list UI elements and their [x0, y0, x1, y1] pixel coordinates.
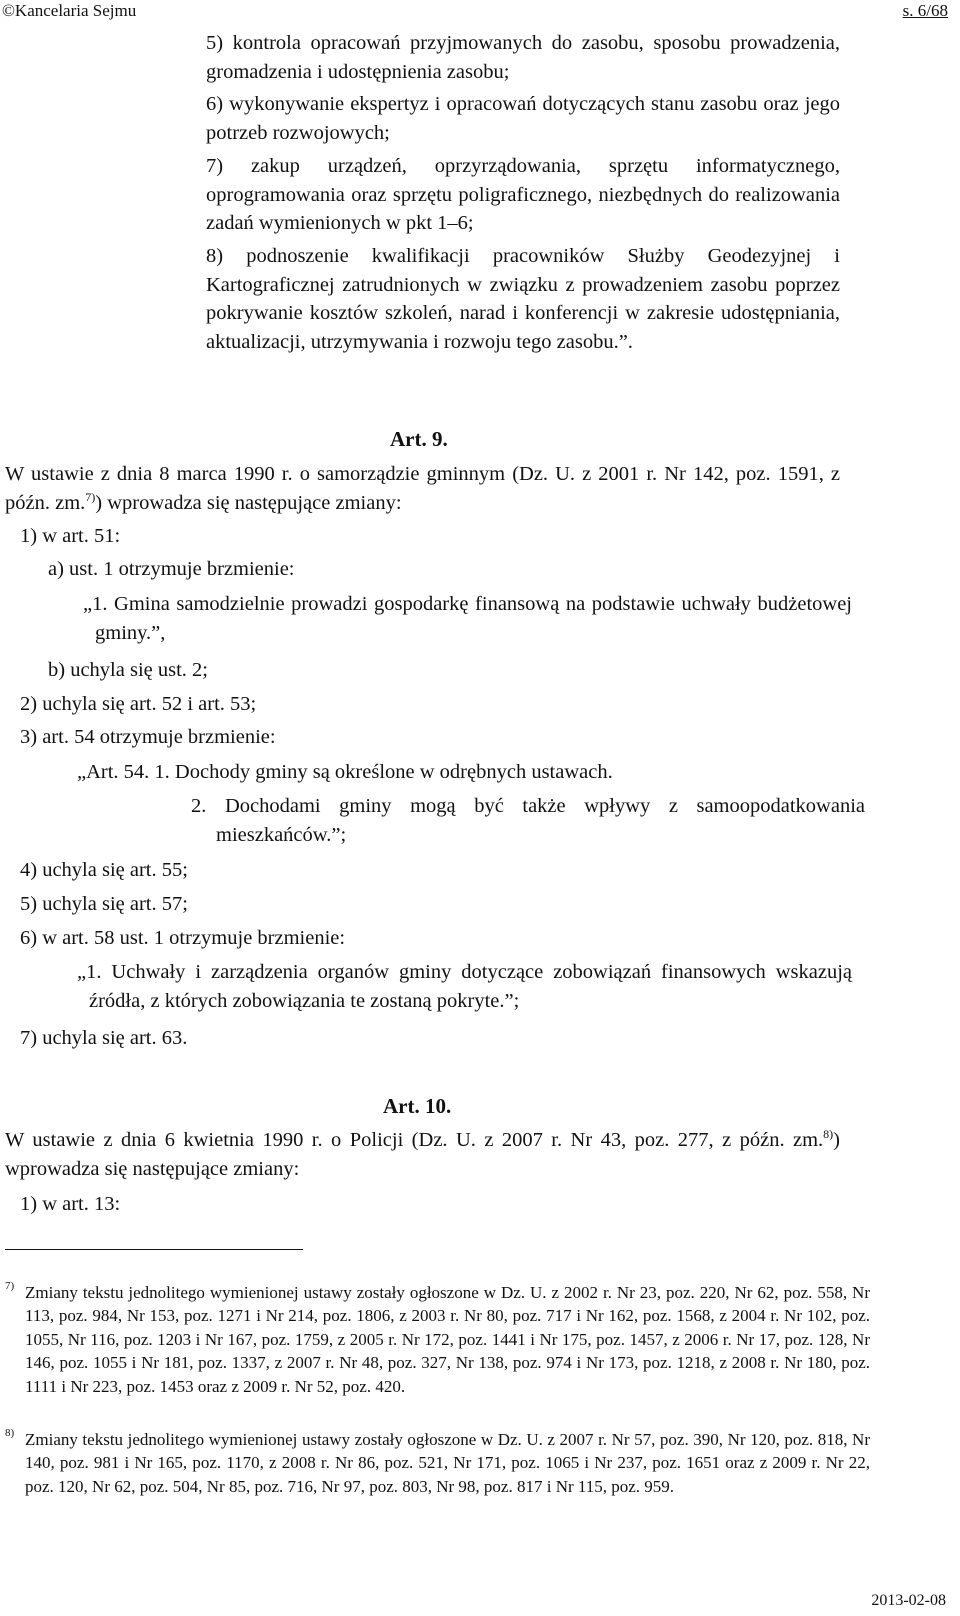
art9-point-1a: a) ust. 1 otrzymuje brzmienie: [48, 558, 295, 580]
footnote-ref-8: 8) [823, 1127, 834, 1141]
article-9-intro-tail: ) wprowadza się następujące zmiany: [95, 491, 402, 514]
art9-point-3: 3) art. 54 otrzymuje brzmienie: [20, 726, 276, 748]
list-item-8: 8) podnoszenie kwalifikacji pracowników Służby Geodezyjnej i Kartograficznej zatrudnionych w związku z prowadzeniem zasobu poprzez pokrywanie kosztów szkoleń, narad i konferencji w zakresie udostępniania, aktualizacji, utrzymywania i rozwoju tego zasobu.”. [206, 245, 840, 353]
article-10-intro [5, 1126, 840, 1183]
article-9-intro-text: W ustawie z dnia 8 marca 1990 r. o samorządzie gminnym (Dz. U. z 2001 r. Nr 142, poz. 1591, z późn. zm. [5, 463, 840, 514]
footnote-8-text: Zmiany tekstu jednolitego wymienionej ustawy zostały ogłoszone w Dz. U. z 2007 r. Nr 57, poz. 390, Nr 120, poz. 818, Nr 140, poz. 981 i Nr 165, poz. 1170, z 2008 r. Nr 86, poz. 521, Nr 171, poz. 1065 i Nr 237, poz. 1651 oraz z 2009 r. Nr 22, poz. 120, Nr 62, poz. 504, Nr 85, poz. 716, Nr 97, poz. 803, Nr 98, poz. 817 i Nr 115, poz. 959. [25, 1430, 870, 1496]
list-item-6: 6) wykonywanie ekspertyz i opracowań dotyczących stanu zasobu oraz jego potrzeb rozwojowych; [206, 93, 840, 144]
footnote-separator [5, 1249, 303, 1250]
art9-point-1: 1) w art. 51: [20, 525, 121, 547]
art9-point-1b: b) uchyla się ust. 2; [48, 659, 208, 681]
footnote-7-text: Zmiany tekstu jednolitego wymienionej ustawy zostały ogłoszone w Dz. U. z 2002 r. Nr 23, poz. 220, Nr 62, poz. 558, Nr 113, poz. 984, Nr 153, poz. 1271 i Nr 214, poz. 1806, z 2003 r. Nr 80, poz. 717 i Nr 162, poz. 1568, z 2004 r. Nr 102, poz. 1055, Nr 116, poz. 1203 i Nr 167, poz. 1759, z 2005 r. Nr 172, poz. 1441 i Nr 175, poz. 1457, z 2006 r. Nr 17, poz. 128, Nr 146, poz. 1055 i Nr 181, poz. 1337, z 2007 r. Nr 48, poz. 327, Nr 138, poz. 974 i Nr 173, poz. 1218, z 2008 r. Nr 180, poz. 1111 i Nr 223, poz. 1453 oraz z 2009 r. Nr 52, poz. 420. [25, 1283, 870, 1396]
list-item-5: 5) kontrola opracowań przyjmowanych do zasobu, sposobu prowadzenia, gromadzenia i udostępnienia zasobu; [206, 32, 840, 83]
art9-point-3-quote-1: „Art. 54. 1. Dochody gminy są określone w odrębnych ustawach. [77, 761, 613, 783]
document-date: 2013-02-08 [871, 1592, 946, 1609]
footnote-8-mark: 8) [5, 1427, 15, 1439]
article-9-intro [5, 460, 840, 517]
art9-point-5: 5) uchyla się art. 57; [20, 893, 188, 915]
footnote-8 [5, 1428, 870, 1498]
art9-point-6-quote: „1. Uchwały i zarządzenia organów gminy dotyczące zobowiązań finansowych wskazują źródła, z których zobowiązania te zostaną pokryte.”; [77, 961, 852, 1012]
article-10-intro-tail: ) wprowadza się następujące zmiany: [5, 1129, 840, 1180]
copyright-label: ©Kancelaria Sejmu [2, 1, 137, 20]
footnote-7-mark: 7) [5, 1280, 15, 1292]
footnote-7 [5, 1281, 870, 1398]
art9-point-3-quote-2: 2. Dochodami gminy mogą być także wpływy z samoopodatkowania mieszkańców.”; [191, 795, 865, 846]
list-item-7: 7) zakup urządzeń, oprzyrządowania, sprzętu informatycznego, oprogramowania oraz sprzętu poligraficznego, niezbędnych do realizowania zadań wymienionych w pkt 1–6; [206, 155, 840, 234]
article-10-heading: Art. 10. [383, 1094, 452, 1118]
art9-point-7: 7) uchyla się art. 63. [20, 1027, 188, 1049]
art9-point-2: 2) uchyla się art. 52 i art. 53; [20, 693, 257, 715]
page-number: s. 6/68 [902, 1, 948, 20]
art10-point-1: 1) w art. 13: [20, 1193, 121, 1215]
art9-point-4: 4) uchyla się art. 55; [20, 859, 188, 881]
art9-point-6: 6) w art. 58 ust. 1 otrzymuje brzmienie: [20, 927, 346, 949]
article-10-intro-text: W ustawie z dnia 6 kwietnia 1990 r. o Policji (Dz. U. z 2007 r. Nr 43, poz. 277, z późn. zm. [5, 1129, 824, 1151]
article-9-heading: Art. 9. [390, 427, 448, 451]
art9-point-1a-quote: „1. Gmina samodzielnie prowadzi gospodarkę finansową na podstawie uchwały budżetowej gminy.”, [83, 593, 852, 644]
footnote-ref-7: 7) [85, 489, 96, 504]
